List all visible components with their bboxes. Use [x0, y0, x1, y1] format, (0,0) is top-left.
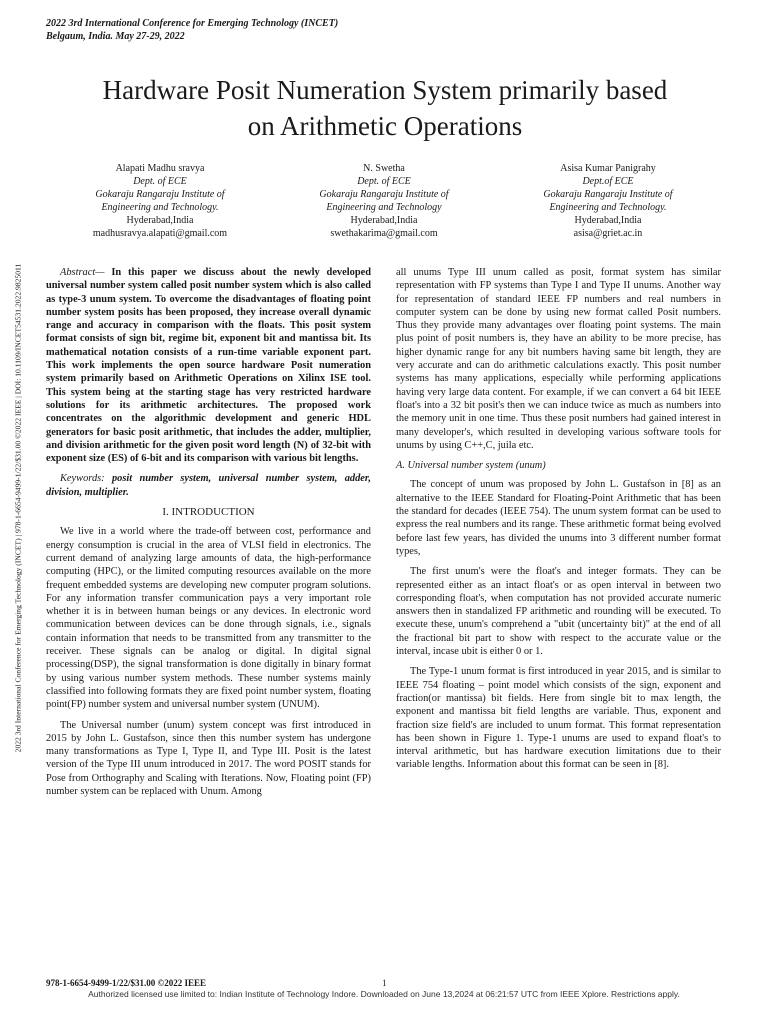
- title-line-2: on Arithmetic Operations: [247, 111, 523, 141]
- right-column: [396, 266, 721, 779]
- abstract-label: Abstract—: [60, 267, 105, 278]
- side-doi-text: 2022 3rd International Conference for Emerging Technology (INCET) | 978-1-6654-9499-1/22/$31.00 ©2022 IEEE | DOI: 10.1109/INCET54531.2022.9825011: [13, 263, 23, 753]
- right-paragraph-1: all unums Type III unum called as posit, format system has similar representation with FP systems than Type I and Type II unums. Another way for representation of standard IEEE FP numbers and real numbers in computer system can be done by using new format called Posit numbers. Thus they provide many advantages over floating point systems. The main plus point of posit numbers is, they have an ability to be more precise, has higher dynamic range for any bit numbers having same bit length, they are very accurate and can do arithmetic calculations exactly. This posit number systems has many applications, especially while performing applications having very large data content. For example, if we can convert a 64 bit IEEE float's into a 32 bit posit's then we can induce twice as much as numbers into the memory unit in one time. Thus these posit numbers had gained interest in many developer's, which resulted in developing various software tools for unums by using C++,C, juila etc.: [396, 267, 721, 451]
- author-block-1: [60, 162, 260, 240]
- author-institution: Gokaraju Rangaraju Institute of: [543, 189, 673, 200]
- author-name: N. Swetha: [363, 163, 405, 174]
- author-institution: Gokaraju Rangaraju Institute of: [95, 189, 225, 200]
- intro-paragraph-1: We live in a world where the trade-off between cost, performance and energy consumption is crucial in the area of VLSI field in electronics. The current demand of analyzing large amounts of data, the high-performance computing (HPC), or the limited computing resources available on the more frequent embedded systems are developing new computer program solutions. For any information transfer communication pays a very important role whether it is in between human beings or any devices. In electronic word communication between devices can be done through signals, i.e., signals contain information that needs to be transmitted from any transmitter to the receiver. These signals can be analog or digital. In digital signal processing(DSP), the signal transformation is done digitally in binary format by using various number system methods. These number systems mainly classified into following formats they are fixed point number system, floating point(FP) number system and universal number system (UNUM).: [46, 526, 371, 711]
- intro-paragraph-2: The Universal number (unum) system concept was first introduced in 2015 by John L. Gustafson, since then this number system has undergone many transformations as Type I, Type II, and Type III. Posit is the latest version of the Type III unum introduced in 2017. The word POSIT stands for Pose from Orthography and Scaling with Iterations. Now, Floating point (FP) number system can be replaced with Unum. Among: [46, 719, 371, 797]
- subsection-heading-unum: A. Universal number system (unum): [396, 460, 546, 472]
- author-name: Asisa Kumar Panigrahy: [560, 163, 656, 174]
- right-paragraph-2: The concept of unum was proposed by John L. Gustafson in [8] as an alternative to the IEEE Standard for Floating-Point Arithmetic that has been the standard for decades (IEEE 754). The unum system format can be used to express the real numbers and its range. These arithmetic format being evolved before last few years, has divided the unums into 3 different number format types,: [396, 479, 721, 557]
- paper-title: [40, 72, 730, 144]
- conference-header: [46, 17, 338, 43]
- title-line-1: Hardware Posit Numeration System primarily based: [102, 75, 668, 105]
- section-heading-introduction: I. INTRODUCTION: [162, 506, 255, 519]
- author-city: Hyderabad,India: [574, 215, 642, 226]
- license-notice: Authorized licensed use limited to: Indian Institute of Technology Indore. Downloaded on June 13,2024 at 06:21:57 UTC from IEEE Xplore. Restrictions apply.: [88, 989, 680, 999]
- abstract: [46, 266, 371, 465]
- author-block-3: [508, 162, 708, 240]
- author-institution: Engineering and Technology.: [549, 202, 667, 213]
- author-institution: Engineering and Technology.: [101, 202, 219, 213]
- author-city: Hyderabad,India: [350, 215, 418, 226]
- conference-name: 2022 3rd International Conference for Emerging Technology (INCET): [46, 18, 339, 29]
- keywords-label: Keywords:: [60, 473, 105, 485]
- abstract-text: In this paper we discuss about the newly developed universal number system called posit number system which is also called as type-3 unum system. To overcome the disadvantages of floating point number system posits has been proposed, they increase overall dynamic range and accuracy in comparison with the floats. This posit system format consists of sign bit, regime bit, exponent bit and mantissa bit. Its mathematical notation consists of a run-time variable exponent part. This work implements the open source hardware Posit numeration system primarily based on Arithmetic Operations on Xilinx ISE tool. This system being at the starting stage has very restricted hardware solutions for its arithmetic architectures. The proposed work concentrates on the algorithmic development and generic HDL generators for basic posit arithmetic, that includes the adder, multiplier, and division arithmetic for the given posit word length (N) of 32-bit with exponent size (ES) of 6-bit and its comparison with various bit lengths.: [46, 267, 371, 465]
- right-paragraph-4: The Type-1 unum format is first introduced in year 2015, and is similar to IEEE 754 floating – point model which consists of the sign, exponent and fraction(or mantissa) bit fields. Here from single bit to max length, the exponent and mantissa bit field lengths are variable. Thus, exponent and fraction size field's are included to unum format. This format representation has been shown in Figure 1. Type-1 unums are used to expand float's to interval arithmetic, but has hardware execution limitations due to their variable lengths. Information about this format can be seen in [8].: [396, 666, 721, 771]
- keywords-text: posit number system, universal number system, adder, division, multiplier.: [46, 473, 371, 498]
- page-number: 1: [382, 978, 387, 988]
- side-doi-strip: [13, 178, 23, 838]
- author-dept: Dept. of ECE: [133, 176, 187, 187]
- author-name: Alapati Madhu sravya: [115, 163, 205, 174]
- footer-copyright: 978-1-6654-9499-1/22/$31.00 ©2022 IEEE: [46, 978, 206, 988]
- author-email[interactable]: asisa@griet.ac.in: [573, 228, 643, 239]
- author-dept: Dept.of ECE: [582, 176, 634, 187]
- author-dept: Dept. of ECE: [357, 176, 411, 187]
- author-institution: Gokaraju Rangaraju Institute of: [319, 189, 449, 200]
- author-city: Hyderabad,India: [126, 215, 194, 226]
- author-block-2: [284, 162, 484, 240]
- author-institution: Engineering and Technology: [326, 202, 442, 213]
- author-email[interactable]: swethakarima@gmail.com: [330, 228, 438, 239]
- keywords: [46, 472, 371, 499]
- right-paragraph-3: The first unum's were the float's and integer formats. They can be represented either as an intact float's or as open interval in between two corresponding float's, when computation has not provided accurate numeric answers then in standalized FP arithmetic and rounding will be executed. To execute these, unum's comprehend a "ubit (uncertainty bit)" at the end of all the fractional bit part to show with respect to the accurate value or the interval, incase ubit is either 0 or 1.: [396, 566, 721, 658]
- left-column: [46, 266, 371, 805]
- author-email[interactable]: madhusravya.alapati@gmail.com: [92, 228, 228, 239]
- conference-location: Belgaum, India. May 27-29, 2022: [46, 31, 185, 42]
